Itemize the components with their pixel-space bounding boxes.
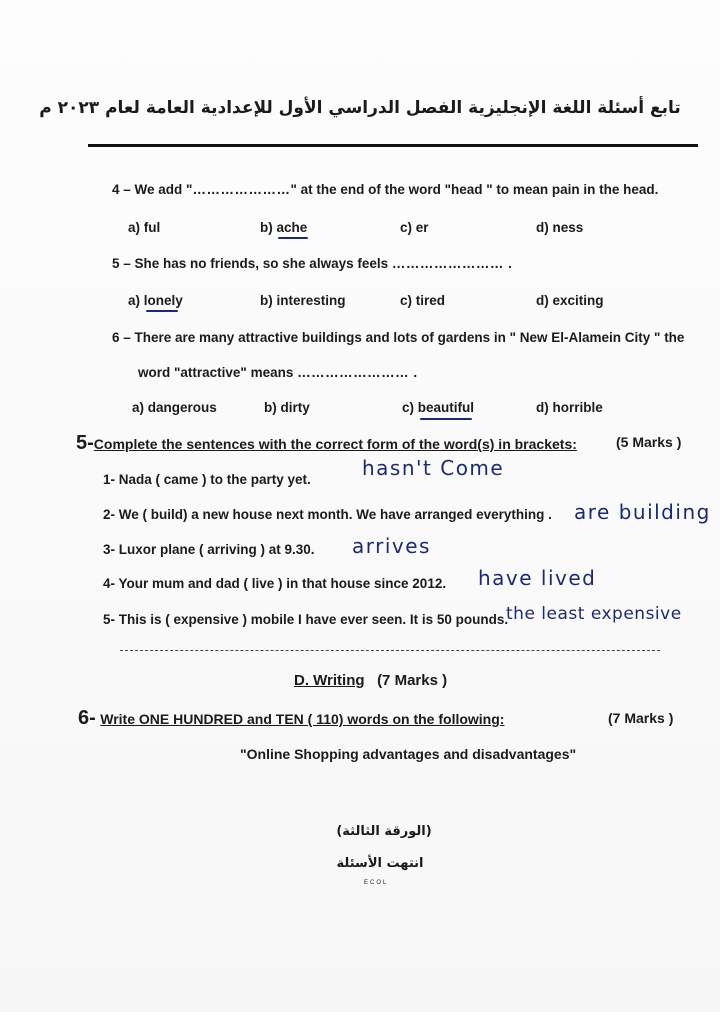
question-6-blank: …………………… . (297, 365, 418, 380)
question-4-option-d: d) ness (536, 220, 584, 235)
section-5-heading (76, 432, 577, 455)
section-5-number: 5- (76, 432, 94, 454)
question-6-stem: word "attractive" means (138, 365, 294, 380)
section-5-item-2: 2- We ( build) a new house next month. We have arranged everything . (103, 507, 552, 522)
end-of-questions-arabic: انتهت الأسئلة (336, 856, 424, 871)
question-4-option-a: a) ful (128, 220, 161, 235)
question-5-stem: 5 – She has no friends, so she always feels (112, 256, 389, 271)
question-4-option-c: c) er (400, 220, 429, 235)
question-6-line-2 (138, 365, 418, 380)
question-4-blank: ………………… (192, 182, 291, 197)
paper-number-arabic: (الورقة الثالثة) (336, 824, 432, 839)
writing-heading (294, 672, 447, 689)
handwritten-answer-3: arrives (352, 534, 431, 558)
question-6-option-d: d) horrible (536, 400, 603, 415)
question-4-option-b: b) ache (260, 220, 308, 235)
section-6-title: Write ONE HUNDRED and TEN ( 110) words on the following: (100, 711, 505, 727)
question-4-stem-end: " at the end of the word "head " to mean pain in the head. (290, 182, 659, 197)
section-5-marks: (5 Marks ) (616, 434, 682, 450)
section-5-item-1: 1- Nada ( came ) to the party yet. (103, 472, 311, 487)
answer-underline-mark (420, 418, 472, 420)
question-6-option-c: c) beautiful (402, 400, 475, 415)
section-5-item-3: 3- Luxor plane ( arriving ) at 9.30. (103, 542, 315, 557)
header-rule (88, 144, 698, 147)
answer-underline-mark (278, 237, 308, 239)
section-divider (120, 650, 660, 651)
writing-title: D. Writing (294, 672, 365, 689)
writing-marks: (7 Marks ) (377, 672, 448, 689)
question-5 (112, 256, 512, 271)
answer-underline-mark (146, 310, 178, 312)
handwritten-answer-4: have lived (478, 566, 597, 590)
section-5-item-5: 5- This is ( expensive ) mobile I have ever seen. It is 50 pounds. (103, 612, 509, 627)
question-6-line-1: 6 – There are many attractive buildings and lots of gardens in " New El-Alamein City " the (112, 330, 685, 345)
question-6-option-a: a) dangerous (132, 400, 217, 415)
stamp-mark: ECOL (364, 880, 389, 886)
section-6-topic: "Online Shopping advantages and disadvantages" (240, 746, 577, 762)
section-5-title: Complete the sentences with the correct form of the word(s) in brackets: (93, 436, 577, 452)
page-header-arabic: تابع أسئلة اللغة الإنجليزية الفصل الدراسي الأول للإعدادية العامة لعام ٢٠٢٣ م (39, 98, 681, 118)
section-5-item-4: 4- Your mum and dad ( live ) in that house since 2012. (103, 576, 447, 591)
question-6-option-b: b) dirty (264, 400, 310, 415)
section-6-marks: (7 Marks ) (608, 710, 674, 726)
question-5-option-b: b) interesting (260, 293, 346, 308)
question-5-option-a: a) lonely (128, 293, 183, 308)
question-5-option-d: d) exciting (536, 293, 604, 308)
section-6-number: 6- (78, 707, 96, 729)
section-6-heading (78, 707, 504, 730)
handwritten-answer-2: are building (574, 500, 711, 524)
question-5-blank: …………………… . (391, 256, 513, 271)
handwritten-answer-1: hasn't Come (362, 456, 505, 480)
question-5-option-c: c) tired (400, 293, 446, 308)
question-4 (112, 182, 658, 197)
question-4-stem-start: 4 – We add " (112, 182, 193, 197)
handwritten-answer-5: the least expensive (506, 604, 682, 624)
